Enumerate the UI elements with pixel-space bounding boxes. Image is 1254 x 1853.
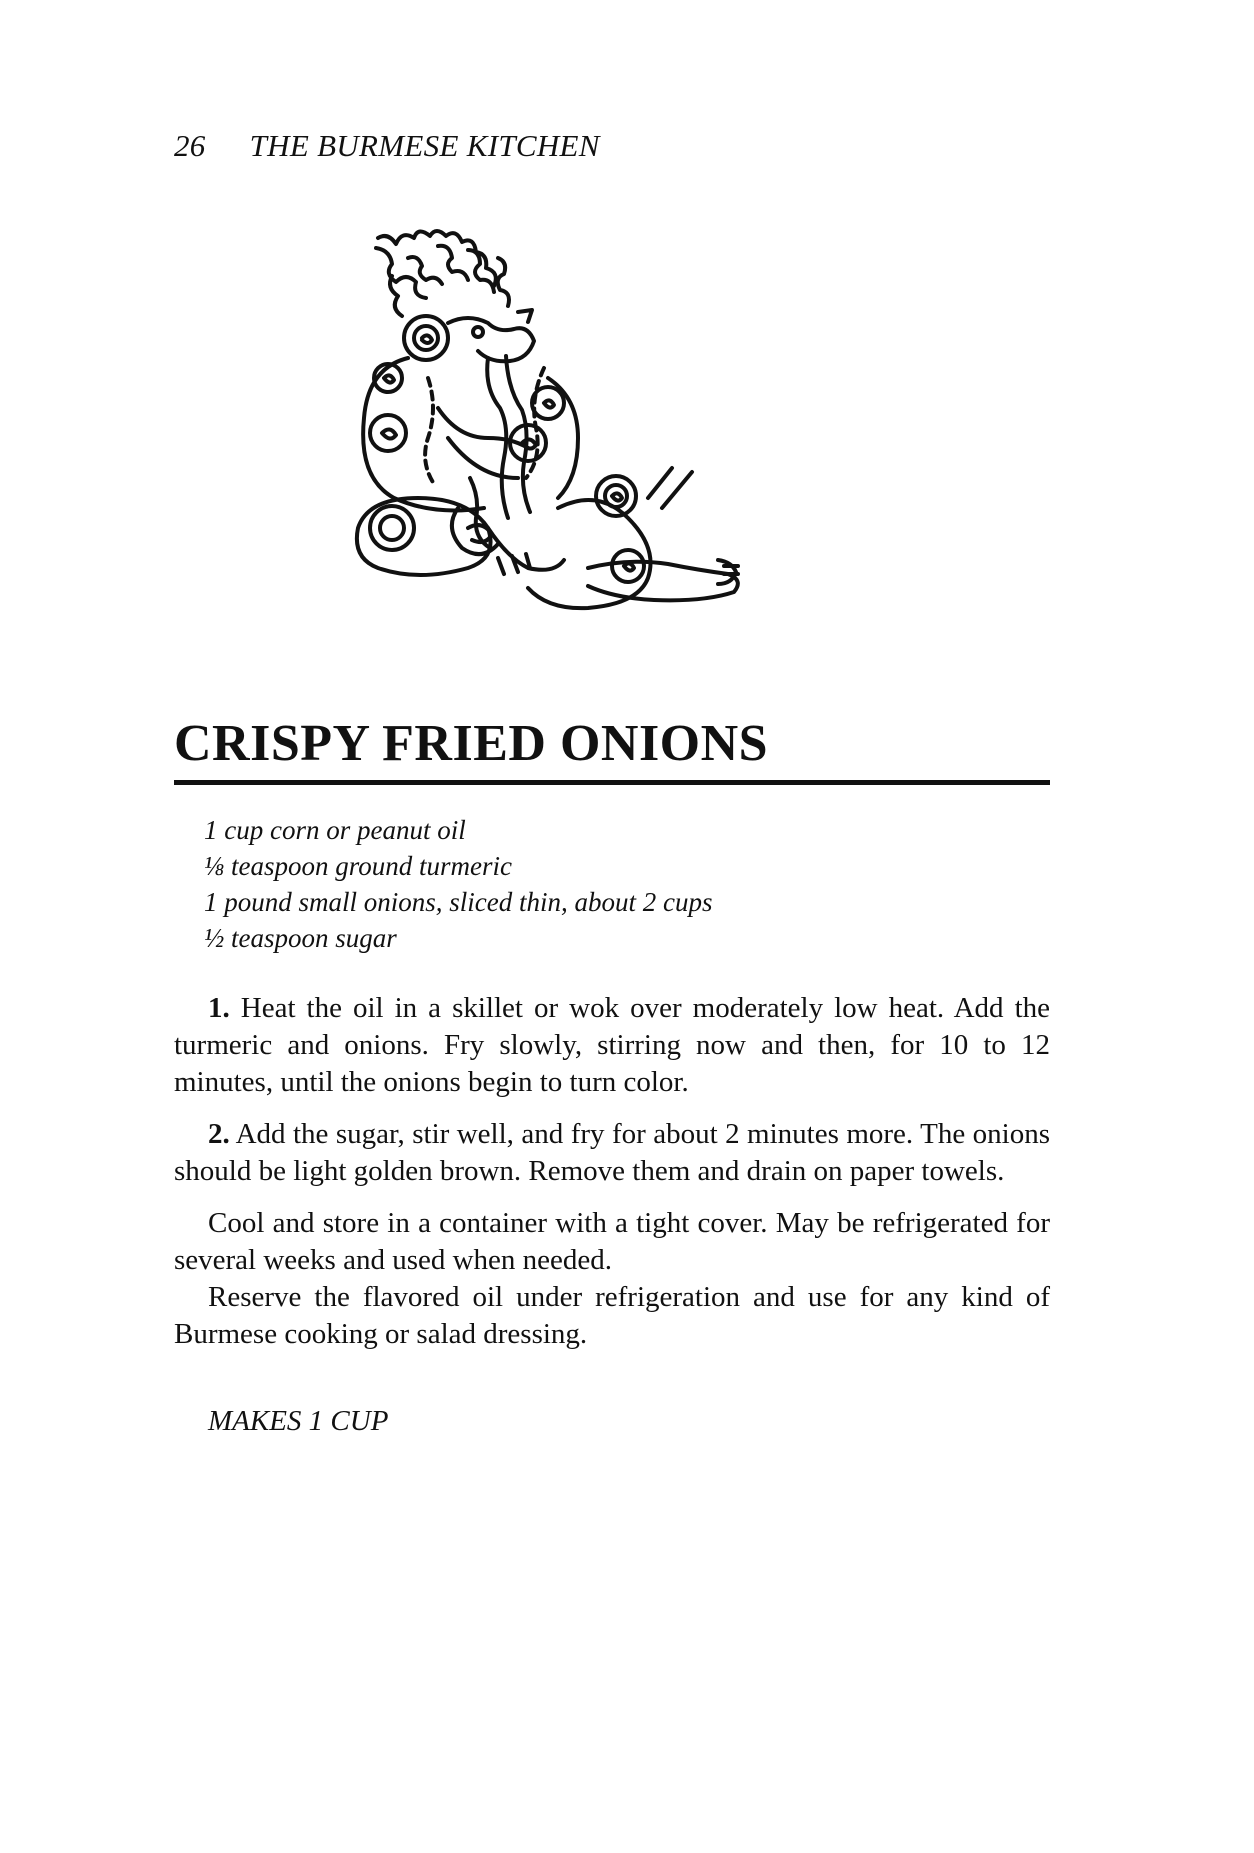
step-2 [174,1116,1050,1190]
ingredient-item: ⅛ teaspoon ground turmeric [204,851,512,881]
recipe-title: CRISPY FRIED ONIONS [174,715,769,772]
running-head [174,128,600,164]
step-1-text: Heat the oil in a skillet or wok over moderately low heat. Add the turmeric and onions. Fry slowly, stirring now and then, for 10 to 12 minutes, until the onions begin to turn color. [174,992,1050,1098]
ingredient-item: 1 cup corn or peanut oil [204,815,466,845]
step-2-text: Add the sugar, stir well, and fry for about 2 minutes more. The onions should be light golden brown. Remove them and drain on paper towels. [174,1118,1050,1187]
ingredient-item: ½ teaspoon sugar [204,923,397,953]
title-rule [174,780,1050,785]
step-2-number: 2. [208,1118,230,1150]
page-number: 26 [174,128,206,163]
seated-burmese-figure-illustration [348,228,798,673]
ingredient-item: 1 pound small onions, sliced thin, about 2 cups [204,887,713,917]
seated-figure-illustration [348,228,798,673]
recipe-method [174,990,1050,1353]
storage-note: Cool and store in a container with a tight cover. May be refrigerated for several weeks and used when needed. [174,1207,1050,1276]
step-1 [174,990,1050,1101]
book-title: THE BURMESE KITCHEN [249,128,600,163]
recipe-yield: MAKES 1 CUP [208,1405,389,1437]
step-1-number: 1. [208,992,230,1024]
ingredient-list [204,812,713,956]
oil-note: Reserve the flavored oil under refrigeration and use for any kind of Burmese cooking or salad dressing. [174,1281,1050,1350]
